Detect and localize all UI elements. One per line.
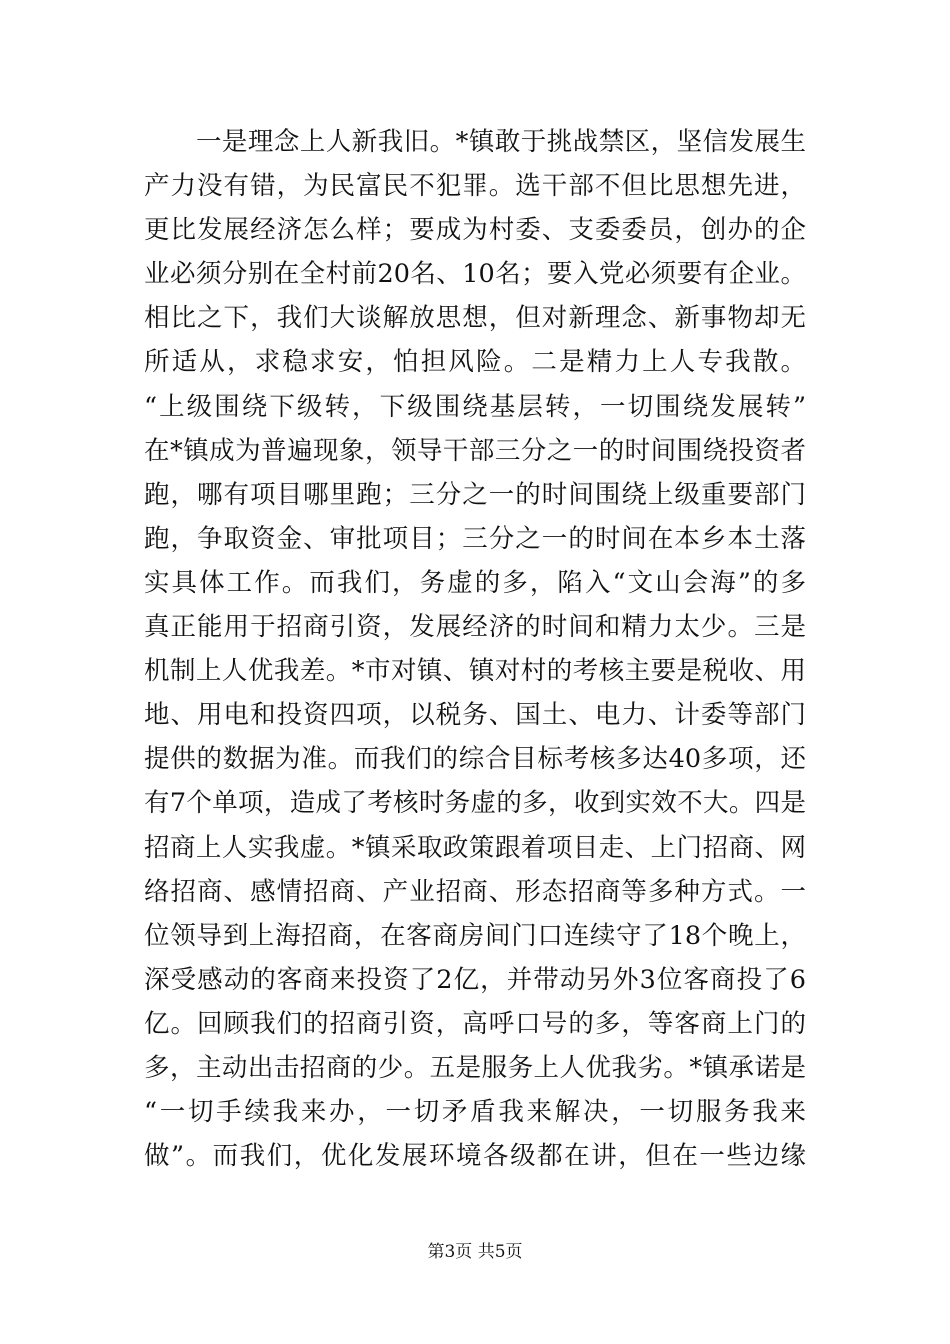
body-text — [144, 120, 806, 1178]
text-line: 做”。而我们，优化发展环境各级都在讲，但在一些边缘 — [144, 1141, 806, 1172]
text-line: 提供的数据为准。而我们的综合目标考核多达40多项，还 — [144, 744, 806, 775]
text-line: 所适从，求稳求安，怕担风险。二是精力上人专我散。 — [144, 347, 806, 378]
text-line: 一是理念上人新我旧。*镇敢于挑战禁区，坚信发展生 — [144, 127, 806, 157]
text-line: 跑，哪有项目哪里跑；三分之一的时间围绕上级重要部门 — [144, 479, 806, 510]
text-line: 多，主动出击招商的少。五是服务上人优我劣。*镇承诺是 — [144, 1052, 806, 1083]
text-line: 位领导到上海招商，在客商房间门口连续守了18个晚上， — [144, 920, 806, 951]
text-line: 招商上人实我虚。*镇采取政策跟着项目走、上门招商、网 — [144, 832, 806, 863]
text-line: 有7个单项，造成了考核时务虚的多，收到实效不大。四是 — [144, 788, 806, 819]
page-footer: 第3页 共5页 — [427, 1242, 523, 1262]
text-line: 络招商、感情招商、产业招商、形态招商等多种方式。一 — [144, 876, 806, 907]
text-line: 机制上人优我差。*市对镇、镇对村的考核主要是税收、用 — [144, 656, 806, 687]
text-line: 业必须分别在全村前20名、10名；要入党必须要有企业。 — [144, 259, 806, 290]
text-line: 跑，争取资金、审批项目；三分之一的时间在本乡本土落 — [144, 523, 806, 554]
text-line: 更比发展经济怎么样；要成为村委、支委委员，创办的企 — [144, 215, 806, 246]
text-line: 产力没有错，为民富民不犯罪。选干部不但比思想先进， — [144, 171, 806, 202]
text-line: 地、用电和投资四项，以税务、国土、电力、计委等部门 — [144, 700, 806, 731]
text-line: 在*镇成为普遍现象，领导干部三分之一的时间围绕投资者 — [144, 435, 806, 466]
text-line: 相比之下，我们大谈解放思想，但对新理念、新事物却无 — [144, 303, 806, 334]
text-line: 深受感动的客商来投资了2亿，并带动另外3位客商投了6 — [144, 964, 806, 995]
text-line: “一切手续我来办，一切矛盾我来解决，一切服务我来 — [144, 1097, 806, 1128]
text-line: 实具体工作。而我们，务虚的多，陷入“文山会海”的多 — [144, 567, 806, 598]
text-line: 亿。回顾我们的招商引资，高呼口号的多，等客商上门的 — [144, 1008, 806, 1039]
text-line: “上级围绕下级转，下级围绕基层转，一切围绕发展转” — [144, 391, 806, 422]
text-line: 真正能用于招商引资，发展经济的时间和精力太少。三是 — [144, 612, 806, 643]
